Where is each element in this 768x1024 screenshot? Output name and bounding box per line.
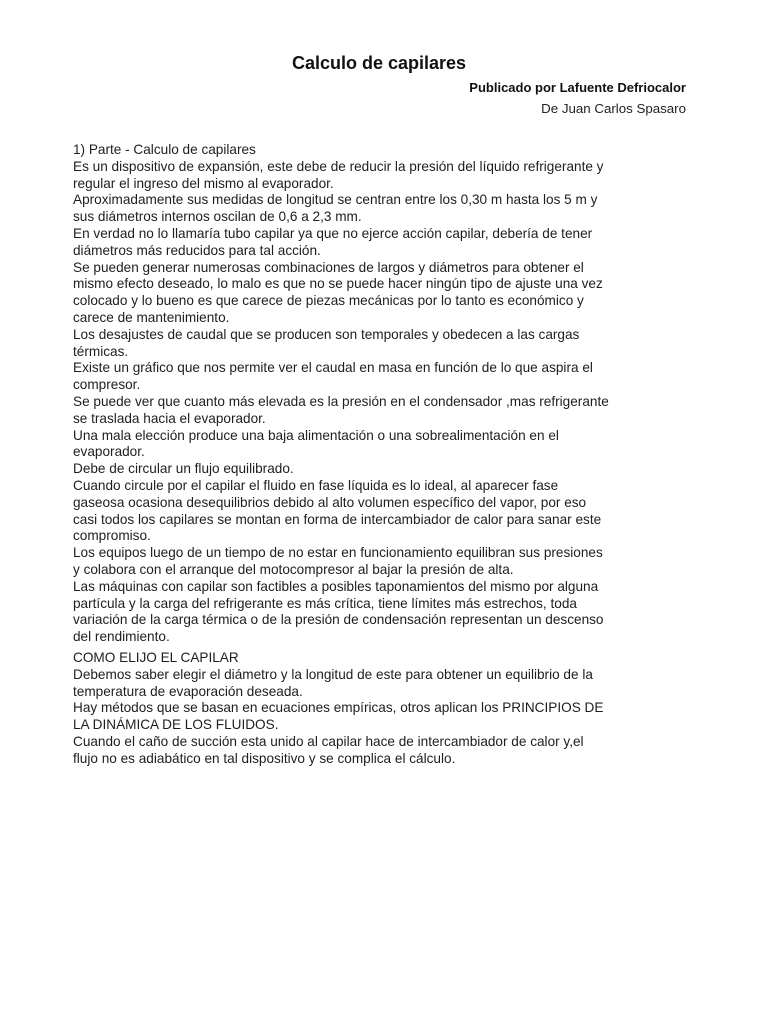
body-line: evaporador.: [73, 444, 145, 460]
body-line: Aproximadamente sus medidas de longitud se centran entre los 0,30 m hasta los 5 m y: [73, 192, 598, 208]
body-line: Existe un gráfico que nos permite ver el caudal en masa en función de lo que aspira el: [73, 360, 593, 376]
body-line: colocado y lo bueno es que carece de piezas mecánicas por lo tanto es económico y: [73, 293, 584, 309]
author-line: De Juan Carlos Spasaro: [541, 101, 686, 116]
body-line: flujo no es adiabático en tal dispositivo y se complica el cálculo.: [73, 750, 456, 766]
body-line: casi todos los capilares se montan en forma de intercambiador de calor para sanar este: [73, 511, 602, 527]
body-line: Es un dispositivo de expansión, este debe de reducir la presión del líquido refrigerante y: [73, 158, 604, 174]
body-line: se traslada hacia el evaporador.: [73, 410, 266, 426]
body-line: regular el ingreso del mismo al evaporador.: [73, 175, 334, 191]
body-line: diámetros más reducidos para tal acción.: [73, 242, 321, 258]
body-line: Se pueden generar numerosas combinaciones de largos y diámetros para obtener el: [73, 259, 584, 275]
body-line: Las máquinas con capilar son factibles a posibles taponamientos del mismo por alguna: [73, 578, 599, 594]
body-line: temperatura de evaporación deseada.: [73, 683, 303, 699]
body-line: compromiso.: [73, 528, 151, 544]
body-line: partícula y la carga del refrigerante es más crítica, tiene límites más estrechos, toda: [73, 595, 577, 611]
body-line: variación de la carga térmica o de la presión de condensación representan un descenso: [73, 612, 604, 628]
body-line: Una mala elección produce una baja alimentación o una sobrealimentación en el: [73, 427, 559, 443]
body-line: gaseosa ocasiona desequilibrios debido al alto volumen específico del vapor, por eso: [73, 494, 587, 510]
body-line: Hay métodos que se basan en ecuaciones empíricas, otros aplican los PRINCIPIOS DE: [73, 700, 604, 716]
section-como-elijo: [73, 650, 693, 768]
body-line: Los desajustes de caudal que se producen son temporales y obedecen a las cargas: [73, 326, 580, 342]
body-line: Cuando el caño de succión esta unido al capilar hace de intercambiador de calor y,el: [73, 733, 584, 749]
section-heading: COMO ELIJO EL CAPILAR: [73, 649, 239, 665]
body-line: Debe de circular un flujo equilibrado.: [73, 461, 294, 477]
publisher-byline: Publicado por Lafuente Defriocalor: [469, 80, 686, 95]
body-line: Cuando circule por el capilar el fluido en fase líquida es lo ideal, al aparecer fase: [73, 477, 559, 493]
body-line: Se puede ver que cuanto más elevada es la presión en el condensador ,mas refrigerante: [73, 393, 609, 409]
body-line: compresor.: [73, 377, 141, 393]
body-line: mismo efecto deseado, lo malo es que no se puede hacer ningún tipo de ajuste una vez: [73, 276, 603, 292]
article-body: [73, 142, 693, 767]
body-line: LA DINÁMICA DE LOS FLUIDOS.: [73, 717, 279, 733]
body-line: Debemos saber elegir el diámetro y la longitud de este para obtener un equilibrio de la: [73, 666, 593, 682]
body-line: térmicas.: [73, 343, 129, 359]
body-line: sus diámetros internos oscilan de 0,6 a 2,3 mm.: [73, 209, 362, 225]
document-title: Calculo de capilares: [291, 53, 467, 73]
body-line: En verdad no lo llamaría tubo capilar ya que no ejerce acción capilar, debería de tener: [73, 225, 593, 241]
body-line: carece de mantenimiento.: [73, 309, 230, 325]
body-line: del rendimiento.: [73, 629, 170, 645]
section-part-1: [73, 142, 693, 646]
section-heading: 1) Parte - Calculo de capilares: [73, 142, 256, 157]
body-line: Los equipos luego de un tiempo de no estar en funcionamiento equilibran sus presiones: [73, 545, 603, 561]
body-line: y colabora con el arranque del motocompresor al bajar la presión de alta.: [73, 561, 514, 577]
